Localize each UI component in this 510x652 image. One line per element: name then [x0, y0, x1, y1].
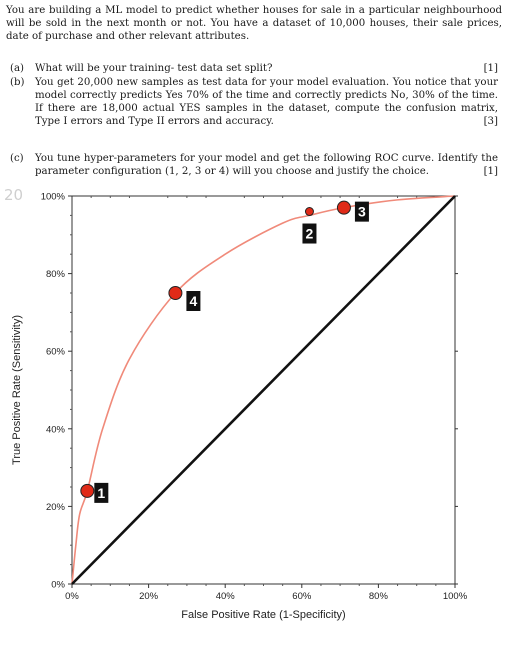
x-tick-label: 80%	[368, 591, 388, 602]
question-a-text: What will be your training- test data set split?	[35, 63, 273, 74]
question-c-marks: [1]	[483, 166, 498, 177]
x-tick-label: 60%	[292, 591, 312, 602]
y-axis-label: True Positive Rate (Sensitivity)	[11, 315, 23, 465]
point-1-label: 1	[97, 484, 106, 501]
question-c-label: (c)	[10, 153, 24, 164]
question-a	[10, 62, 498, 75]
question-b-marks: [3]	[483, 116, 498, 127]
y-tick-label: 40%	[45, 424, 65, 436]
point-2-label: 2	[305, 225, 314, 242]
point-2-marker	[305, 208, 313, 216]
point-1-marker	[81, 484, 94, 497]
question-b	[10, 76, 498, 128]
point-4-label: 4	[189, 293, 198, 309]
x-tick-label: 0%	[65, 591, 79, 602]
watermark: 20	[4, 186, 24, 204]
question-a-marks: [1]	[483, 63, 498, 74]
question-c	[10, 152, 498, 178]
question-a-label: (a)	[10, 63, 25, 74]
question-b-label: (b)	[10, 77, 25, 88]
x-tick-label: 100%	[442, 591, 468, 602]
y-tick-label: 100%	[40, 191, 65, 203]
x-tick-label: 40%	[215, 591, 235, 602]
y-tick-label: 80%	[45, 269, 65, 281]
point-3-marker	[337, 201, 350, 214]
point-3-label: 3	[358, 203, 366, 220]
question-b-text: You get 20,000 new samples as test data for your model evaluation. You notice that your model correctly predicts Yes 70% of the time and correctly predicts No, 30% of the time. If there are 18,000 actual YES samples in the dataset, compute the confusion matrix, Type I errors and Type II errors and accuracy.	[35, 77, 498, 127]
y-tick-label: 20%	[45, 501, 65, 513]
x-axis-label: False Positive Rate (1-Specificity)	[181, 609, 346, 621]
roc-chart	[0, 182, 510, 652]
diagonal-baseline	[72, 196, 455, 584]
point-4-marker	[169, 287, 182, 300]
y-tick-label: 60%	[45, 346, 65, 358]
intro-paragraph: You are building a ML model to predict whether houses for sale in a particular neighbourhood will be sold in the next month or not. You have a dataset of 10,000 houses, their sale prices, date of purchase and other relevant attributes.	[6, 5, 502, 42]
question-c-text: You tune hyper-parameters for your model and get the following ROC curve. Identify the parameter configuration (1, 2, 3 or 4) will you choose and justify the choice.	[35, 153, 498, 177]
x-tick-label: 20%	[139, 591, 159, 602]
y-tick-label: 0%	[51, 579, 65, 591]
